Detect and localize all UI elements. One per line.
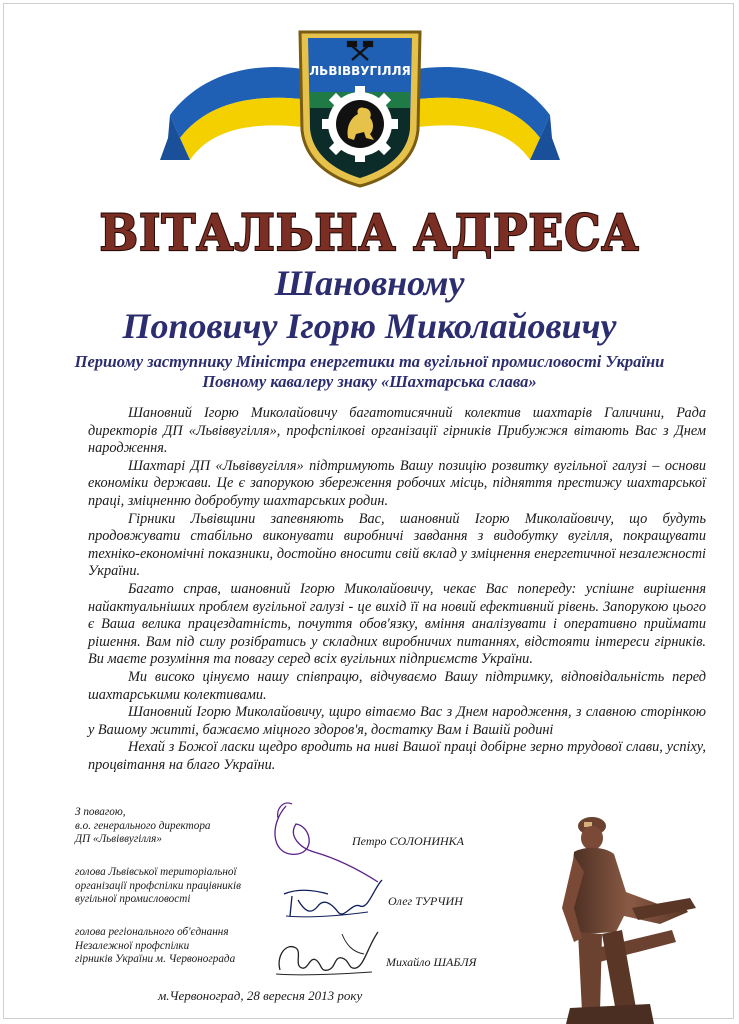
addressee-name: Поповичу Ігорю Миколайовичу (122, 306, 617, 346)
signature-block-3 (75, 926, 235, 967)
emblem-name: ЛЬВІВВУГІЛЛЯ (309, 64, 411, 78)
miner-statue-image (540, 812, 700, 1024)
title-text: ВІТАЛЬНА АДРЕСА (99, 203, 640, 262)
signer-role: гірників України м. Червонограда (75, 953, 236, 965)
addressee-position: Першому заступнику Міністра енергетики та вугільної промисловості України (74, 352, 665, 371)
signer-role: голова Львівської територіальної (75, 866, 237, 878)
paragraph: Ми високо цінуємо нашу співпрацю, відчуваємо Вашу підтримку, відповідальність перед шахтарськими колективами. (88, 668, 706, 703)
handwritten-signature-2 (278, 876, 388, 924)
signer-role: в.о. генерального директора (75, 819, 211, 832)
handwritten-signature-3 (272, 926, 384, 980)
addressee-salutation: Шановному (274, 263, 465, 303)
paragraph: Гірники Львівщини запевняють Вас, шановний Ігорю Миколайовичу, що будуть продовжувати стабільно виконувати виробничі завдання з видобутку вугілля, покращувати техніко-економічні показники, достойно вносити свій вклад у зміцнення енергетичної незалежності України. (88, 510, 706, 580)
signer-role: ДП «Львіввугілля» (75, 833, 162, 845)
place-and-date: м.Червоноград, 28 вересня 2013 року (158, 988, 363, 1003)
signer-name-1: Петро СОЛОНИНКА (352, 834, 464, 848)
addressee-award: Повному кавалеру знаку «Шахтарська слава» (202, 372, 537, 391)
company-emblem (160, 20, 560, 190)
signer-role: голова регіонального об'єднання (75, 926, 229, 938)
signature-block-1 (75, 806, 211, 847)
paragraph: Багато справ, шановний Ігорю Миколайовичу, чекає Вас попереду: успішне вирішення найактуальніших проблем вугільної галузі - це вихід її на новий ефективний рівень. Запорукою цього є Ваша велика працездатність, почуття обов'язку, вміння аналізувати і оперативно приймати рішення. Вам під силу розібратись у складних виробничих питаннях, відстояти інтереси гірників. Ви маєте розуміння та повагу серед всіх вугільних підприємств України. (88, 580, 706, 668)
flag-ribbon-left (160, 67, 310, 160)
letter-body (88, 405, 706, 774)
handwritten-signature-1 (258, 796, 388, 886)
signature-block-2 (75, 866, 241, 907)
signer-role: Незалежної профспілки (75, 939, 190, 952)
paragraph: Шановний Ігорю Миколайовичу багатотисячний колектив шахтарів Галичини, Рада директорів ДП «Львіввугілля», профспілкові організації гірників Прибужжя вітають Вас з Днем народження. (88, 405, 706, 457)
signer-name-2: Олег ТУРЧИН (388, 894, 463, 908)
flag-ribbon-right (410, 67, 560, 160)
signer-name-3: Михайло ШАБЛЯ (386, 955, 477, 969)
paragraph: Шановний Ігорю Миколайовичу, щиро вітаємо Вас з Днем народження, з славною сторінкою у Вашому житті, бажаємо міцного здоров'я, достатку Вам і Вашій родині (88, 704, 706, 738)
signer-role: вугільної промисловості (75, 893, 191, 905)
signer-role: організації профспілки працівників (75, 879, 241, 892)
document-title (0, 200, 739, 262)
shield (300, 32, 420, 186)
paragraph: Шахтарі ДП «Львіввугілля» підтримують Вашу позицію розвитку вугільної галузі – основи економіки держави. Це є запорукою збереження робочих місць, підняття престижу шахтарської праці, зміцненню добробуту шахтарських родин. (88, 457, 706, 509)
paragraph: Нехай з Божої ласки щедро вродить на ниві Вашої праці добірне зерно трудової слави, успіху, процвітання на благо України. (88, 739, 706, 773)
closing-greeting: З повагою, (75, 806, 126, 818)
